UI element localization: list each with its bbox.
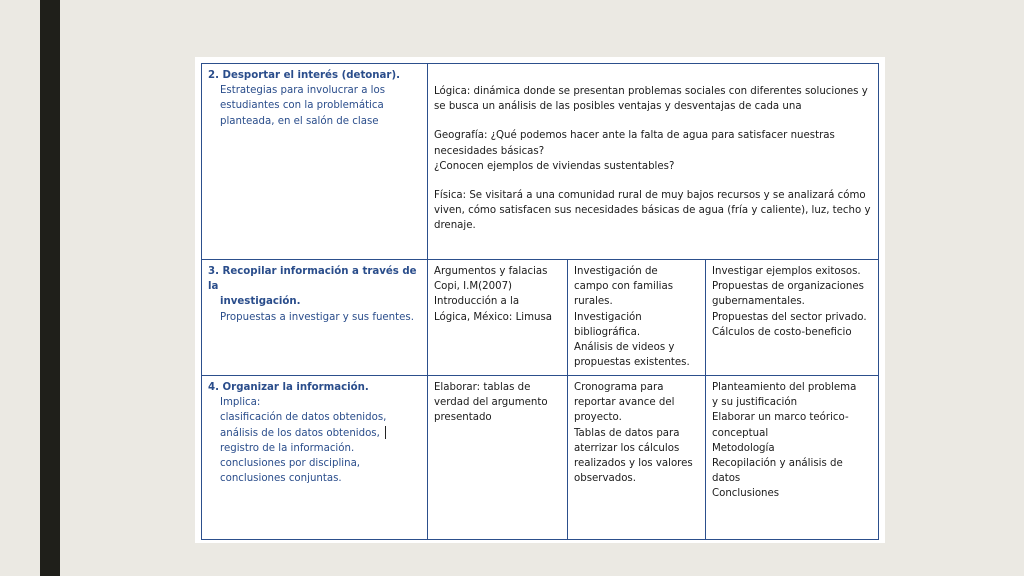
cell-line: Copi, I.M(2007) bbox=[434, 281, 513, 293]
cell-line: gubernamentales. bbox=[712, 296, 805, 308]
cell-line: conceptual bbox=[712, 427, 769, 439]
text-cursor bbox=[385, 426, 386, 439]
stage-2-description-line: estudiantes con la problemática bbox=[220, 100, 384, 112]
cell-line: observados. bbox=[574, 473, 636, 485]
cell-line: verdad del argumento bbox=[434, 397, 548, 409]
cell-line: Análisis de videos y bbox=[574, 342, 675, 354]
cell-line: rurales. bbox=[574, 296, 613, 308]
stage-2-title: 2. Desportar el interés (detonar). bbox=[208, 70, 400, 81]
cell-line: datos bbox=[712, 473, 741, 485]
stage-3-fisica-cell bbox=[706, 260, 879, 376]
stage-3-title-line: investigación. bbox=[220, 296, 301, 308]
cell-line: Metodología bbox=[712, 442, 775, 454]
plan-table bbox=[201, 63, 879, 540]
cell-line: Argumentos y falacias bbox=[434, 266, 548, 277]
cell-line: aterrizar los cálculos bbox=[574, 442, 680, 454]
table-row-stage-4 bbox=[202, 376, 879, 540]
stage-4-label-cell bbox=[202, 376, 428, 540]
cell-line: campo con familias bbox=[574, 281, 674, 293]
stage-4-description-line: registro de la información. bbox=[220, 442, 355, 454]
table-row-stage-2 bbox=[202, 64, 879, 260]
cell-line: reportar avance del bbox=[574, 397, 675, 409]
cell-line: Elaborar: tablas de bbox=[434, 382, 531, 393]
stage-2-description-line: Estrategias para involucrar a los bbox=[220, 85, 386, 97]
stage-4-description-line: conclusiones por disciplina, bbox=[220, 458, 361, 470]
table-row-stage-3 bbox=[202, 260, 879, 376]
stage-3-title bbox=[208, 264, 421, 310]
geografia-paragraph bbox=[434, 128, 872, 174]
cell-line: realizados y los valores bbox=[574, 458, 693, 470]
cell-line: propuestas existentes. bbox=[574, 357, 690, 369]
slide-document bbox=[195, 57, 885, 543]
geografia-question: ¿Conocen ejemplos de viviendas sustentables? bbox=[434, 160, 675, 172]
cell-line: Cronograma para bbox=[574, 382, 664, 393]
cell-line: Conclusiones bbox=[712, 488, 780, 500]
cell-line: Tablas de datos para bbox=[574, 427, 680, 439]
stage-4-title: 4. Organizar la información. bbox=[208, 382, 369, 393]
cell-line: Recopilación y análisis de bbox=[712, 458, 843, 470]
geografia-question: Geografía: ¿Qué podemos hacer ante la falta de agua para satisfacer nuestras necesidades básicas? bbox=[434, 130, 835, 157]
cell-line: Planteamiento del problema bbox=[712, 382, 857, 393]
stage-4-description-line: clasificación de datos obtenidos, bbox=[220, 412, 387, 424]
cell-line: Investigación bbox=[574, 311, 642, 323]
stage-4-description-line bbox=[220, 426, 421, 441]
stage-4-description-text: análisis de los datos obtenidos, bbox=[220, 427, 380, 439]
fisica-paragraph: Física: Se visitará a una comunidad rural de muy bajos recursos y se analizará cómo viven, cómo satisfacen sus necesidades básicas de agua (fría y caliente), luz, techo y drenaje. bbox=[434, 190, 871, 232]
cell-line: Propuestas del sector privado. bbox=[712, 311, 867, 323]
cell-line: proyecto. bbox=[574, 412, 622, 424]
stage-3-label-cell bbox=[202, 260, 428, 376]
cell-line: Investigación de bbox=[574, 266, 658, 277]
stage-2-description bbox=[208, 83, 421, 129]
stage-3-description: Propuestas a investigar y sus fuentes. bbox=[220, 311, 414, 323]
stage-3-title-line: 3. Recopilar información a través de la bbox=[208, 266, 417, 293]
stage-2-content-cell bbox=[428, 64, 879, 260]
cell-line: Investigar ejemplos exitosos. bbox=[712, 266, 861, 277]
cell-line: presentado bbox=[434, 412, 492, 424]
stage-3-geografia-cell bbox=[568, 260, 706, 376]
stage-2-description-line: planteada, en el salón de clase bbox=[220, 115, 379, 127]
stage-4-description bbox=[208, 395, 421, 486]
cell-line: y su justificación bbox=[712, 397, 798, 409]
stage-3-logica-cell bbox=[428, 260, 568, 376]
cell-line: Lógica, México: Limusa bbox=[434, 311, 553, 323]
cell-line: Elaborar un marco teórico- bbox=[712, 412, 849, 424]
stage-4-geografia-cell bbox=[568, 376, 706, 540]
stage-4-fisica-cell bbox=[706, 376, 879, 540]
stage-2-label-cell bbox=[202, 64, 428, 260]
logica-paragraph: Lógica: dinámica donde se presentan problemas sociales con diferentes soluciones y se busca un análisis de las posibles ventajas y desventajas de cada una bbox=[434, 86, 868, 113]
stage-4-logica-cell bbox=[428, 376, 568, 540]
cell-line: Cálculos de costo-beneficio bbox=[712, 326, 852, 338]
cell-line: Propuestas de organizaciones bbox=[712, 281, 864, 293]
cell-line: bibliográfica. bbox=[574, 326, 641, 338]
left-accent-bar bbox=[40, 0, 60, 576]
cell-line: Introducción a la bbox=[434, 296, 520, 308]
stage-4-description-line: Implica: bbox=[220, 397, 261, 409]
stage-4-description-line: conclusiones conjuntas. bbox=[220, 473, 342, 485]
